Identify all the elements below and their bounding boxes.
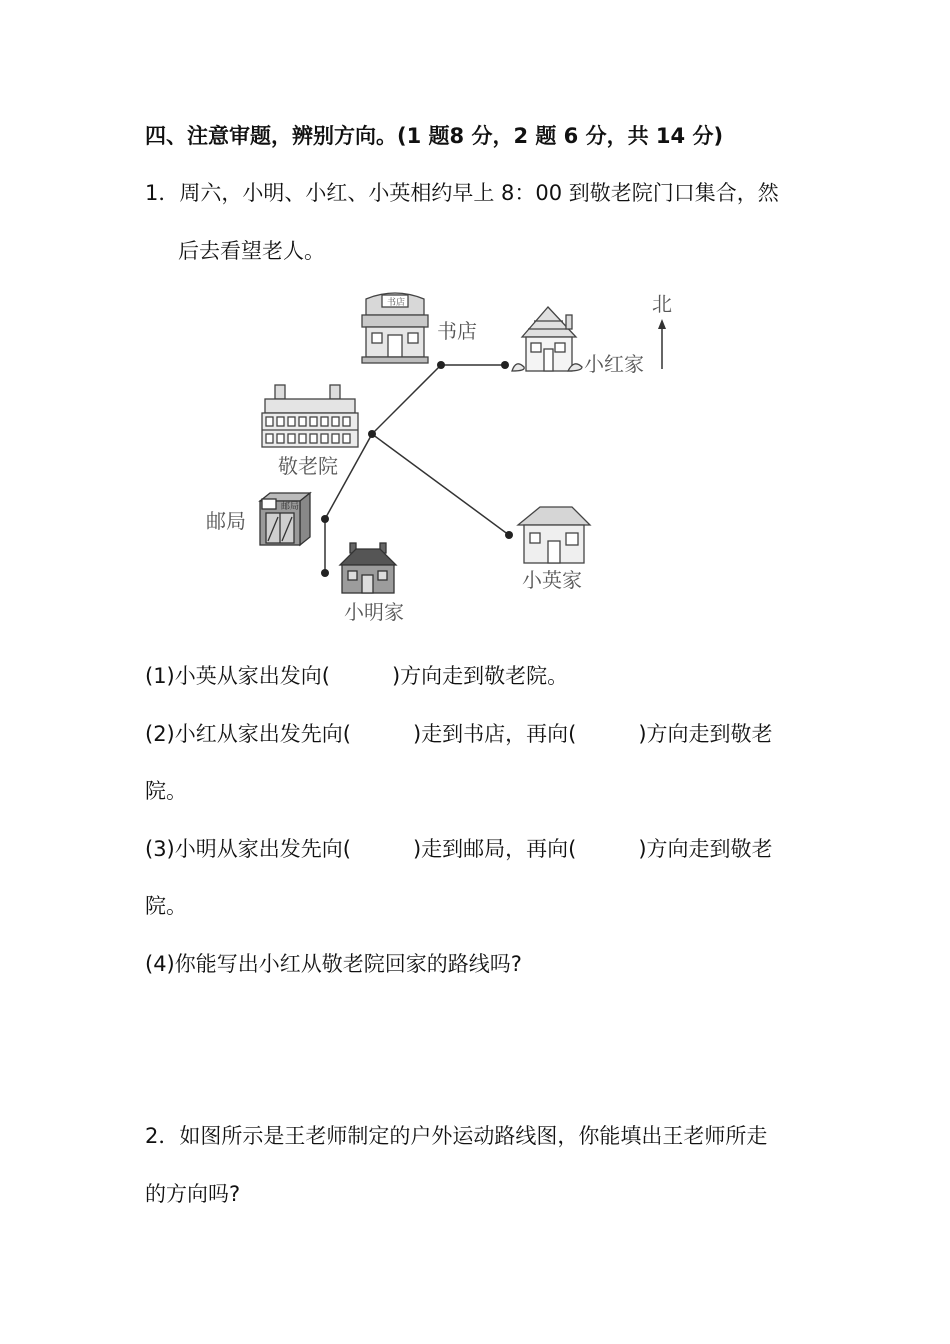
dot-post — [321, 515, 329, 523]
xiaohong-house-icon — [512, 307, 582, 371]
part-2-text-c: )方向走到敬老 — [638, 722, 773, 746]
part-1-text-b: )方向走到敬老院。 — [391, 664, 569, 688]
dot-bookstore — [437, 361, 445, 369]
question-1-text-line-1: 1．周六，小明、小红、小英相约早上 8：00 到敬老院门口集合，然 — [145, 181, 779, 205]
question-1-text-line-2: 后去看望老人。 — [178, 239, 325, 263]
post-office-icon — [260, 493, 310, 545]
north-arrow-icon — [658, 319, 666, 369]
route-lines — [325, 365, 509, 573]
xiaohong-home-label: 小红家 — [584, 352, 644, 376]
part-3-text-a: (3)小明从家出发先向( — [145, 837, 351, 861]
question-1-part-3-continued: 院。 — [145, 894, 187, 918]
question-1-part-2 — [145, 720, 773, 748]
part-2-text-b: )走到书店，再向( — [412, 722, 577, 746]
dot-xiaoying — [505, 531, 513, 539]
dot-junction — [368, 430, 376, 438]
question-1-part-1 — [145, 662, 568, 690]
section-heading: 四、注意审题，辨别方向。(1 题8 分，2 题 6 分，共 14 分) — [145, 124, 724, 148]
question-2-text-line-2: 的方向吗? — [145, 1182, 241, 1206]
part-2-text-a: (2)小红从家出发先向( — [145, 722, 351, 746]
north-label: 北 — [652, 292, 672, 316]
dot-xiaohong — [501, 361, 509, 369]
xiaoying-house-icon — [518, 507, 590, 563]
route-bookstore-to-junction — [372, 365, 441, 434]
nursing-home-icon — [262, 385, 358, 447]
question-1-part-3 — [145, 835, 773, 863]
post-office-sign: 邮局 — [281, 502, 300, 512]
post-office-label: 邮局 — [206, 509, 246, 533]
bookstore-sign: 书店 — [387, 298, 406, 308]
nursing-home-label: 敬老院 — [278, 454, 338, 478]
dot-xiaoming — [321, 569, 329, 577]
question-1-part-4: (4)你能写出小红从敬老院回家的路线吗? — [145, 952, 522, 976]
part-1-text-a: (1)小英从家出发向( — [145, 664, 330, 688]
part-3-text-c: )方向走到敬老 — [638, 837, 773, 861]
question-2-text-line-1: 2．如图所示是王老师制定的户外运动路线图，你能填出王老师所走 — [145, 1124, 768, 1148]
direction-map — [0, 285, 950, 645]
question-1-part-2-continued: 院。 — [145, 779, 187, 803]
bookstore-label: 书店 — [437, 319, 477, 343]
xiaoying-home-label: 小英家 — [522, 568, 582, 592]
xiaoming-home-label: 小明家 — [344, 600, 404, 624]
xiaoming-house-icon — [340, 543, 396, 593]
route-junction-to-xiaoying — [372, 434, 509, 535]
part-3-text-b: )走到邮局，再向( — [412, 837, 577, 861]
